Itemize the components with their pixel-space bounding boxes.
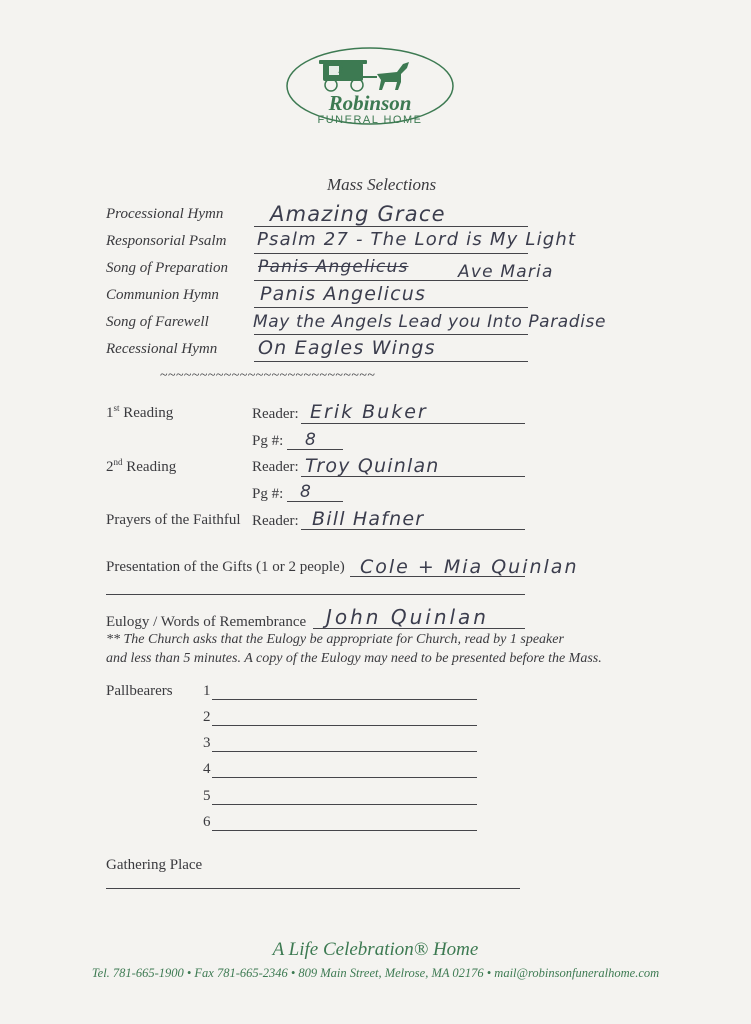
hymn-line-processional (254, 226, 528, 227)
second-pg-value[interactable]: 8 (300, 482, 313, 502)
hymn-value-communion[interactable]: Panis Angelicus (260, 283, 427, 305)
hymn-label-psalm: Responsorial Psalm (106, 233, 227, 249)
pallbearer-num-6: 6 (203, 814, 211, 830)
second-reading-num: 2 (106, 459, 114, 475)
hymn-label-processional: Processional Hymn (106, 206, 224, 222)
first-pg-line (287, 449, 343, 450)
prayers-reader-line (301, 529, 525, 530)
pallbearer-num-2: 2 (203, 709, 211, 725)
logo-subtitle: FUNERAL HOME (317, 114, 423, 126)
pallbearer-line-6[interactable] (212, 830, 477, 831)
pallbearer-num-5: 5 (203, 788, 211, 804)
hymn-line-recessional (254, 361, 528, 362)
gathering-line[interactable] (106, 888, 520, 889)
first-pg-value[interactable]: 8 (305, 430, 318, 450)
eulogy-label: Eulogy / Words of Remembrance (106, 614, 307, 630)
second-reader-value[interactable]: Troy Quinlan (305, 455, 440, 477)
first-reader-label: Reader: (252, 406, 299, 422)
first-reading-rest: Reading (119, 405, 174, 421)
pallbearer-line-3[interactable] (212, 751, 477, 752)
first-reading-sup: st (113, 403, 120, 413)
second-reading-sup: nd (113, 457, 123, 467)
hymn-label-communion: Communion Hymn (106, 287, 219, 303)
second-pg-label: Pg #: (252, 486, 284, 502)
hymn-line-preparation (254, 280, 528, 281)
hymn-label-farewell: Song of Farewell (106, 314, 209, 330)
logo-carriage-letter: R (338, 65, 344, 75)
pallbearer-line-5[interactable] (212, 804, 477, 805)
gifts-value[interactable]: Cole + Mia Quinlan (360, 556, 579, 578)
gifts-label: Presentation of the Gifts (1 or 2 people) (106, 559, 345, 575)
hymn-label-recessional: Recessional Hymn (106, 341, 218, 357)
gifts-line-1 (350, 576, 525, 577)
pallbearer-num-1: 1 (203, 683, 211, 699)
divider: ~~~~~~~~~~~~~~~~~~~~~~~~~~~ (160, 368, 376, 383)
hymn-value-psalm[interactable]: Psalm 27 - The Lord is My Light (257, 229, 577, 250)
first-reader-line (301, 423, 525, 424)
first-reader-value[interactable]: Erik Buker (310, 401, 428, 423)
pallbearer-line-4[interactable] (212, 777, 477, 778)
hymn-value-preparation-struck: Panis Angelicus (258, 257, 409, 277)
eulogy-value[interactable]: John Quinlan (326, 605, 489, 629)
second-reader-label: Reader: (252, 459, 299, 475)
pallbearers-label: Pallbearers (106, 683, 173, 699)
hymn-value-preparation[interactable]: Ave Maria (458, 262, 554, 282)
gathering-label: Gathering Place (106, 857, 203, 873)
second-pg-line (287, 501, 343, 502)
pallbearer-num-3: 3 (203, 735, 211, 751)
pallbearer-line-2[interactable] (212, 725, 477, 726)
horse-carriage-icon (319, 60, 409, 91)
logo-name: Robinson (328, 91, 412, 115)
second-reading-label (106, 457, 176, 476)
gifts-line-2 (106, 594, 525, 595)
hymn-value-recessional[interactable]: On Eagles Wings (258, 337, 436, 359)
first-reading-num: 1 (106, 405, 114, 421)
pallbearer-line-1[interactable] (212, 699, 477, 700)
hymn-line-communion (254, 307, 528, 308)
second-reader-line (301, 476, 525, 477)
second-reading-rest: Reading (122, 459, 177, 475)
eulogy-note-line-2: and less than 5 minutes. A copy of the Eulogy may need to be presented before the Mass. (106, 651, 602, 666)
prayers-reader-value[interactable]: Bill Hafner (312, 508, 425, 530)
hymn-line-farewell (254, 334, 528, 335)
eulogy-line (313, 628, 525, 629)
footer-contact: Tel. 781-665-1900 • Fax 781-665-2346 • 809 Main Street, Melrose, MA 02176 • mail@robinsonfuneralhome.com (91, 966, 660, 980)
prayers-reader-label: Reader: (252, 513, 299, 529)
eulogy-note-line-1: ** The Church asks that the Eulogy be appropriate for Church, read by 1 speaker (106, 632, 564, 647)
hymn-label-preparation: Song of Preparation (106, 260, 228, 276)
pallbearer-num-4: 4 (203, 761, 211, 777)
logo (285, 46, 455, 126)
first-pg-label: Pg #: (252, 433, 284, 449)
prayers-label: Prayers of the Faithful (106, 512, 241, 528)
footer-tagline: A Life Celebration® Home (272, 939, 479, 960)
hymn-value-processional[interactable]: Amazing Grace (270, 202, 446, 226)
hymn-line-psalm (254, 253, 528, 254)
section-title: Mass Selections (327, 175, 437, 194)
hymn-value-farewell[interactable]: May the Angels Lead you Into Paradise (253, 312, 607, 332)
first-reading-label (106, 403, 173, 422)
